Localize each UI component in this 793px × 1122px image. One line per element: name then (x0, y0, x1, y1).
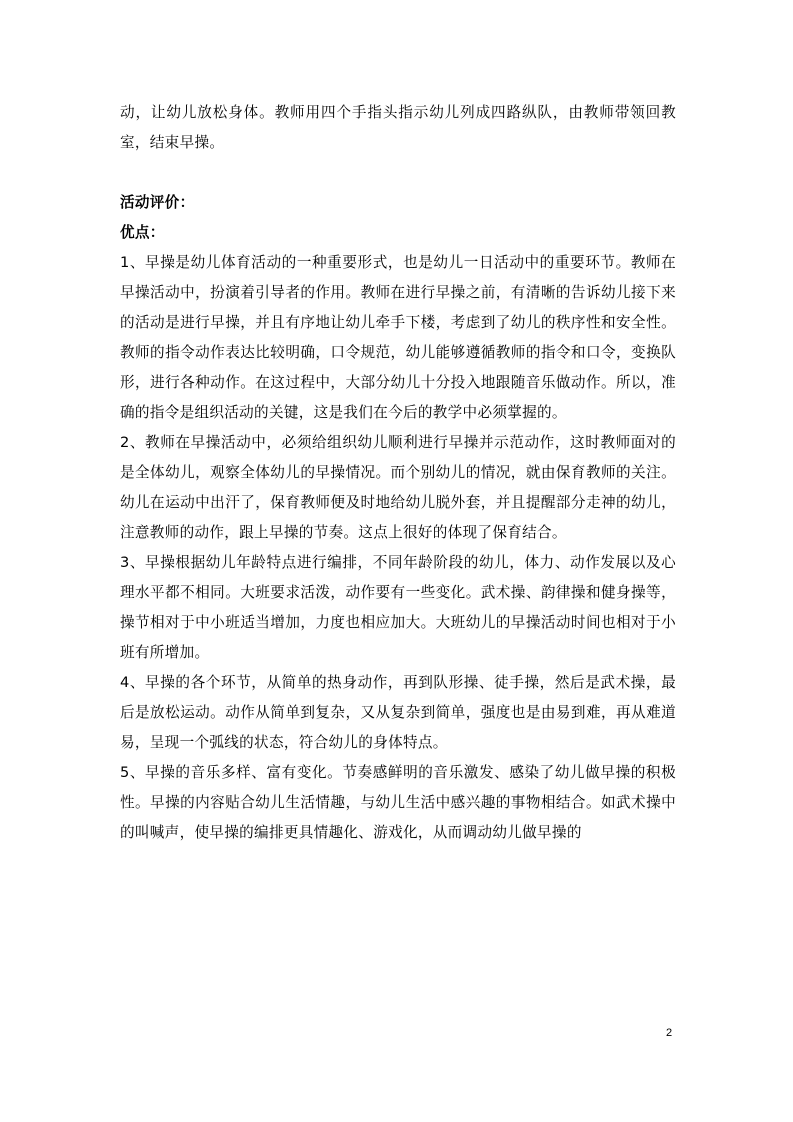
section-title: 活动评价： (120, 194, 195, 211)
page-number: 2 (666, 1027, 673, 1039)
document-body (120, 98, 676, 848)
subsection-title: 优点： (120, 224, 165, 241)
evaluation-point-1: 1、早操是幼儿体育活动的一种重要形式，也是幼儿一日活动中的重要环节。教师在早操活动中，扮演着引导者的作用。教师在进行早操之前，有清晰的告诉幼儿接下来的活动是进行早操，并且有序地让幼儿牵手下楼，考虑到了幼儿的秩序性和安全性。教师的指令动作表达比较明确，口令规范，幼儿能够遵循教师的指令和口令，变换队形，进行各种动作。在这过程中，大部分幼儿十分投入地跟随音乐做动作。所以，准确的指令是组织活动的关键，这是我们在今后的教学中必须掌握的。 (120, 254, 676, 421)
evaluation-point-4: 4、早操的各个环节，从简单的热身动作，再到队形操、徒手操，然后是武术操，最后是放松运动。动作从简单到复杂，又从复杂到简单，强度也是由易到难，再从难道易，呈现一个弧线的状态，符合幼儿的身体特点。 (120, 674, 676, 751)
intro-paragraph: 动，让幼儿放松身体。教师用四个手指头指示幼儿列成四路纵队，由教师带领回教室，结束早操。 (120, 104, 676, 151)
paragraph-gap (120, 158, 676, 188)
evaluation-point-5: 5、早操的音乐多样、富有变化。节奏感鲜明的音乐激发、感染了幼儿做早操的积极性。早操的内容贴合幼儿生活情趣，与幼儿生活中感兴趣的事物相结合。如武术操中的叫喊声，使早操的编排更具情趣化、游戏化，从而调动幼儿做早操的 (120, 764, 676, 841)
evaluation-point-3: 3、早操根据幼儿年龄特点进行编排，不同年龄阶段的幼儿，体力、动作发展以及心理水平都不相同。大班要求活泼，动作要有一些变化。武术操、韵律操和健身操等，操节相对于中小班适当增加，力度也相应加大。大班幼儿的早操活动时间也相对于小班有所增加。 (120, 554, 676, 661)
evaluation-point-2: 2、教师在早操活动中，必须给组织幼儿顺利进行早操并示范动作，这时教师面对的是全体幼儿，观察全体幼儿的早操情况。而个别幼儿的情况，就由保育教师的关注。幼儿在运动中出汗了，保育教师便及时地给幼儿脱外套，并且提醒部分走神的幼儿，注意教师的动作，跟上早操的节奏。这点上很好的体现了保育结合。 (120, 434, 676, 541)
